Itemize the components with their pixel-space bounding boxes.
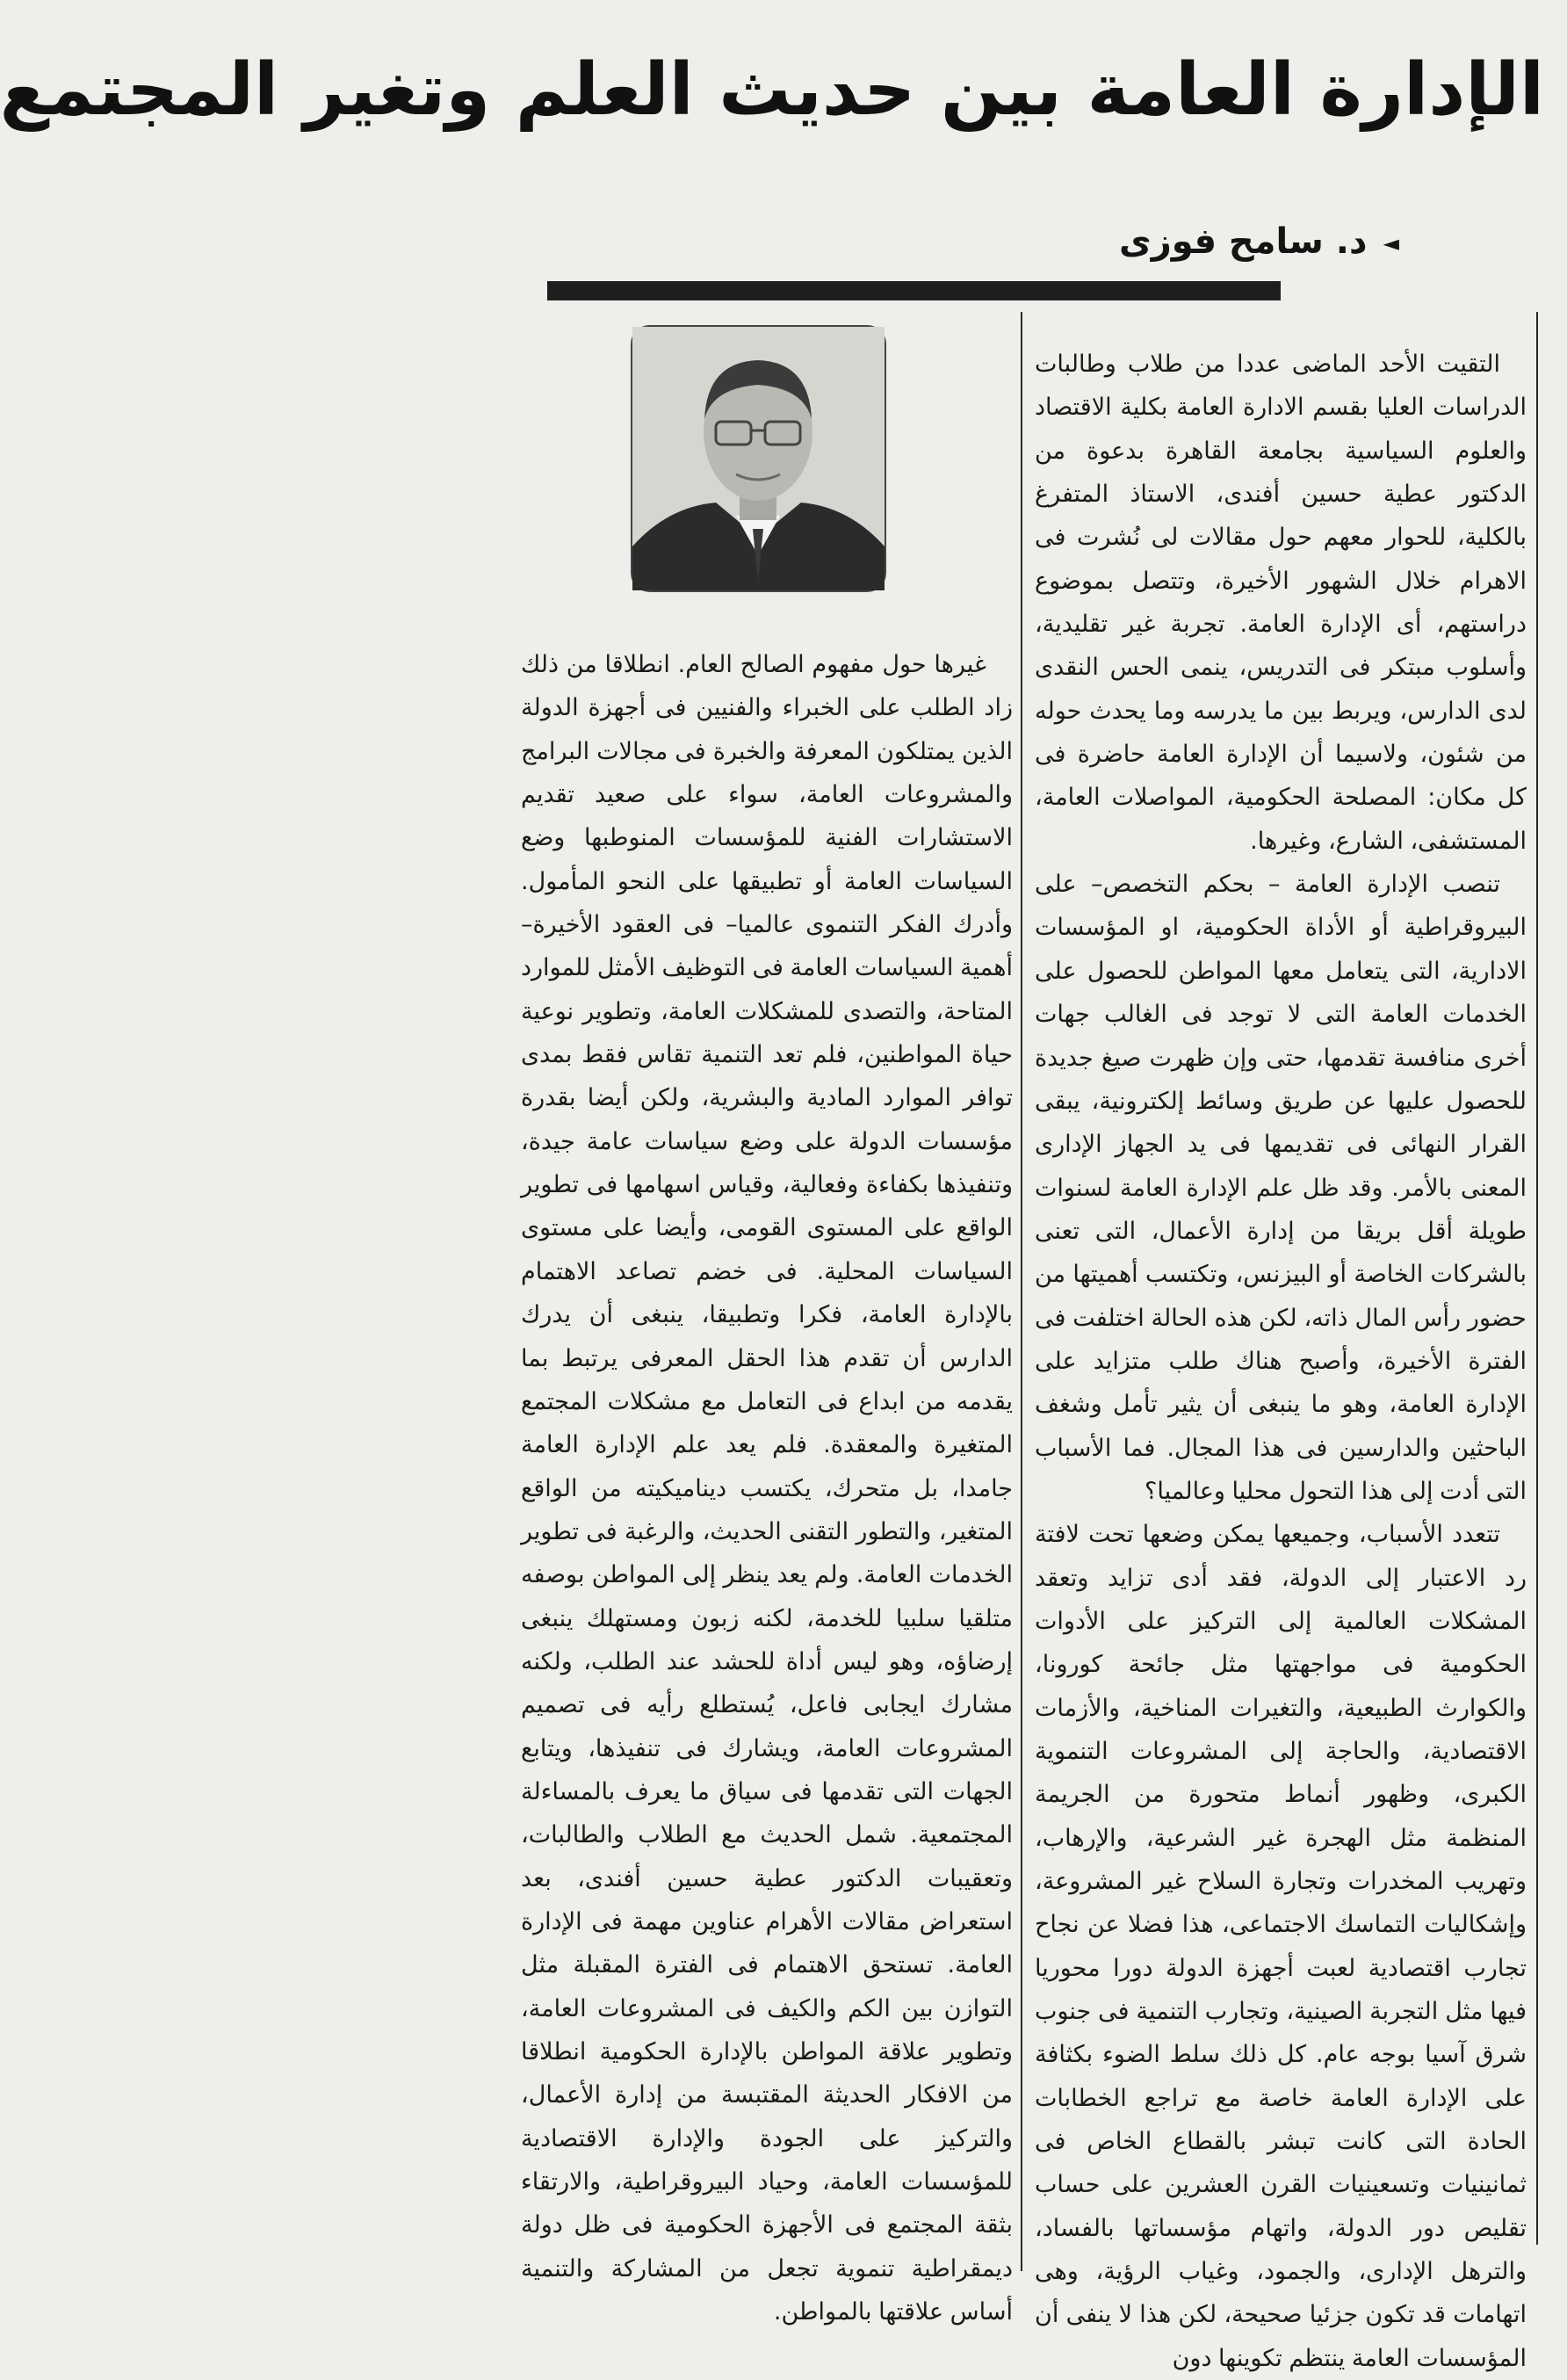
paragraph: غيرها حول مفهوم الصالح العام. انطلاقا من ذلك زاد الطلب على الخبراء والفنيين فى أجهزة الدولة الذين يمتلكون المعرفة والخبرة فى مجالات البرامج والمشروعات العامة، سواء على صعيد تقديم الاستشارات الفنية للمؤسسات المنوطبها وضع السياسات العامة أو تطبيقها على النحو المأمول. وأدرك الفكر التنموى عالميا– فى العقود الأخيرة– أهمية السياسات العامة فى التوظيف الأمثل للموارد المتاحة، والتصدى للمشكلات العامة، وتطوير نوعية حياة المواطنين، فلم تعد التنمية تقاس فقط بمدى توافر الموارد المادية والبشرية، ولكن أيضا بقدرة مؤسسات الدولة على وضع سياسات عامة جيدة، وتنفيذها بكفاءة وفعالية، وقياس اسهامها فى تطوير الواقع على المستوى القومى، وأيضا على مستوى السياسات المحلية. فى خضم تصاعد الاهتمام بالإدارة العامة، فكرا وتطبيقا، ينبغى أن يدرك الدارس أن تقدم هذا الحقل المعرفى يرتبط بما يقدمه من ابداع فى التعامل مع مشكلات المجتمع المتغيرة والمعقدة. فلم يعد علم الإدارة العامة جامدا، بل متحرك، يكتسب ديناميكيته من الواقع المتغير، والتطور التقنى الحديث، والرغبة فى تطوير الخدمات العامة. ولم يعد ينظر إلى المواطن بوصفه متلقيا سلبيا للخدمة، لكنه زبون ومستهلك ينبغى إرضاؤه، وهو ليس أداة للحشد عند الطلب، ولكنه مشارك ايجابى فاعل، يُستطلع رأيه فى تصميم المشروعات العامة، ويشارك فى تنفيذها، ويتابع الجهات التى تقدمها فى سياق ما يعرف بالمساءلة المجتمعية. شمل الحديث مع الطلاب والطالبات، وتعقيبات الدكتور عطية حسين أفندى، بعد استعراض مقالات الأهرام عناوين مهمة فى الإدارة العامة. تستحق الاهتمام فى الفترة المقبلة مثل التوازن بين الكم والكيف فى المشروعات العامة، وتطوير علاقة المواطن بالإدارة الحكومية انطلاقا من الافكار الحديثة المقتبسة من إدارة الأعمال، والتركيز على الجودة والإدارة الاقتصادية للمؤسسات العامة، وحياد البيروقراطية، والارتقاء بثقة المجتمع فى الأجهزة الحكومية فى ظل دولة ديمقراطية تنموية تجعل من المشاركة والتنمية أساس علاقتها بالمواطن.	[521, 651, 1013, 2326]
article-byline	[679, 215, 1399, 268]
author-photo	[631, 325, 886, 592]
paragraph: تنصب الإدارة العامة – بحكم التخصص– على البيروقراطية أو الأداة الحكومية، او المؤسسات الادارية، التى يتعامل معها المواطن للحصول على الخدمات العامة التى لا توجد فى الغالب جهات أخرى منافسة تقدمها، حتى وإن ظهرت صيغ جديدة للحصول عليها عن طريق وسائط إلكترونية، يبقى القرار النهائى فى تقديمها فى يد الجهاز الإدارى المعنى بالأمر. وقد ظل علم الإدارة العامة لسنوات طويلة أقل بريقا من إدارة الأعمال، التى تعنى بالشركات الخاصة أو البيزنس، وتكتسب أهميتها من حضور رأس المال ذاته، لكن هذه الحالة اختلفت فى الفترة الأخيرة، وأصبح هناك طلب متزايد على الإدارة العامة، وهو ما ينبغى أن يثير تأمل وشغف الباحثين والدارسين فى هذا المجال. فما الأسباب التى أدت إلى هذا التحول محليا وعالميا؟	[1035, 871, 1527, 1505]
byline-arrow-icon: ◄	[1383, 231, 1399, 256]
byline-rule	[547, 281, 1281, 300]
paragraph: التقيت الأحد الماضى عددا من طلاب وطالبات الدراسات العليا بقسم الادارة العامة بكلية الاقتصاد والعلوم السياسية بجامعة القاهرة بدعوة من الدكتور عطية حسين أفندى، الاستاذ المتفرغ بالكلية، للحوار معهم حول مقالات لى نُشرت فى الاهرام خلال الشهور الأخيرة، وتتصل بموضوع دراستهم، أى الإدارة العامة. تجربة غير تقليدية، وأسلوب مبتكر فى التدريس، ينمى الحس النقدى لدى الدارس، ويربط بين ما يدرسه وما يحدث حوله من شئون، ولاسيما أن الإدارة العامة حاضرة فى كل مكان: المصلحة الحكومية، المواصلات العامة، المستشفى، الشارع، وغيرها.	[1035, 351, 1527, 855]
author-portrait-image	[632, 327, 885, 590]
article-column-right	[1035, 343, 1527, 2372]
author-name: د. سامح فوزى	[1119, 221, 1368, 262]
article-headline: الإدارة العامة بين حديث العلم وتغير المجتمع	[0, 48, 1544, 132]
column-separator	[1021, 312, 1022, 2271]
paragraph: تتعدد الأسباب، وجميعها يمكن وضعها تحت لافتة رد الاعتبار إلى الدولة، فقد أدى تزايد وتعقد المشكلات العالمية إلى التركيز على الأدوات الحكومية فى مواجهتها مثل جائحة كورونا، والكوارث الطبيعية، والتغيرات المناخية، والأزمات الاقتصادية، والحاجة إلى المشروعات التنموية الكبرى، وظهور أنماط متحورة من الجريمة المنظمة مثل الهجرة غير الشرعية، والإرهاب، وتهريب المخدرات وتجارة السلاح غير المشروعة، وإشكاليات التماسك الاجتماعى، هذا فضلا عن نجاح تجارب اقتصادية لعبت أجهزة الدولة دورا محوريا فيها مثل التجربة الصينية، وتجارب التنمية فى جنوب شرق آسيا بوجه عام. كل ذلك سلط الضوء بكثافة على الإدارة العامة خاصة مع تراجع الخطابات الحادة التى كانت تبشر بالقطاع الخاص فى ثمانينيات وتسعينيات القرن العشرين على حساب تقليص دور الدولة، واتهام مؤسساتها بالفساد، والترهل الإدارى، والجمود، وغياب الرؤية، وهى اتهامات قد تكون جزئيا صحيحة، لكن هذا لا ينفى أن المؤسسات العامة ينتظم تكوينها دون	[1035, 1521, 1527, 2372]
article-column-left	[521, 643, 1013, 2326]
page-edge-rule	[1536, 312, 1538, 2245]
